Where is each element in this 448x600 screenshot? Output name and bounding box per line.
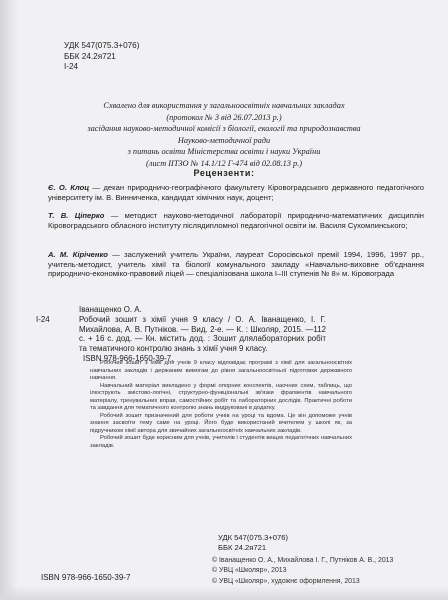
page-shadow-bottom [0,586,448,600]
annotation-paragraph: Робочий зошит призначений для роботи учнів на уроці та вдома. Це він допоможе учнів знання засвоїти тему саме на уроці. Його буде використаний вчителем у школі як, за підручником хімії автора для звичайних загальноосвітніх навчальних закладів. [90,412,352,434]
reviewer-entry [48,211,424,230]
catalog-mark: І-24 [36,314,50,324]
annotation-paragraph: Робочий зошит з хімії для учнів 9 класу відповідає програмі з хімії для загальноосвітніх навчальних закладів і держаним вимогам до рівня загальноосвітньої підготовки державного навчання. [90,360,352,381]
reviewer-description: — декан природничо-географічного факультету Кіровоградського державного педагогічного університету ім. В. Винниченка, кандидат хімічних наук, доцент; [48,183,424,202]
reviewer-name: Т. В. Ціперко [48,211,105,220]
reviewer-entry [48,183,424,202]
approval-line: Схвалено для використання у загальноосвітніх навчальних закладах [103,101,345,110]
catalog-author: Іванащенко О. А. [79,305,142,314]
author-mark: І-24 [64,62,79,71]
reviewer-description: — методист науково-методичної лабораторії природничо-математичних дисциплін Кіровоградського обласного інституту післядипломної педагогічної освіти ім. Василя Сухомлинського; [48,211,425,230]
udk-block-bottom [218,533,288,552]
catalog-record [36,305,416,364]
approval-notice [36,100,412,170]
annotation-paragraph: Навчальний матеріал викладено у формі опорних конспектів, наочних схем, таблиць, що ілюструють змістово-логічні, структурно-функціональні зв'язки фрагментів навчального матеріалу, тренувальних вправ, самостійних робіт та лабораторних дослідів. Практичні роботи та завдання для тематичного контролю знань видруковані в додатку. [90,382,352,411]
reviewer-description: — заслужений учитель України, лауреат Соросівської премії 1994, 1996, 1997 рр., учитель-методист, учитель хімії та біології комунального закладу «Навчально-виховне об'єднання природничо-економіко-правовий ліцей — спеціалізована школа І–ІІІ ступенів № 8» м. Кіровограда [48,250,425,279]
bbk-code: ББК 24.2я721 [64,51,116,61]
copyright-line: © УВЦ «Школяр», художнє оформлення, 2013 [212,577,360,585]
reviewer-name: А. М. Кіріченко [48,250,108,259]
bbk-code: ББК 24.2я721 [218,542,267,552]
approval-line: (лист ІІТЗО № 14.1/12 Г-474 від 02.08.13 р.) [146,158,302,168]
annotation-paragraph: Робочий зошит буде корисним для учнів, учителів і студентів вищих педагогічних навчальних закладів. [90,435,352,449]
copyright-line: © Іванащенко О. А., Михайлова І. Г., Путніков А. В., 2013 [212,557,394,564]
approval-line: Науково-методичної ради [177,135,271,145]
approval-line: засідання науково-методичної комісії з біології, екології та природознавства [87,124,361,134]
udk-code: УДК 547(075.3+076) [218,533,288,542]
udk-code: УДК 547(075.3+076) [64,41,140,50]
copyright-line: © УВЦ «Школяр», 2013 [212,567,287,575]
catalog-description: Робочий зошит з хімії учня 9 класу / О. А. Іванащенко, І. Г. Михайлова, А. В. Путніков. — Вид. 2-е. — К. : Школяр, 2015. —112 с. + 16 с. дод. — Кн. містить дод. : Зошит длялабораторних робіт та тематичного контролю знань з хімії учня 9 класу. [79,314,326,354]
isbn: ISBN 978-966-1650-39-7 [41,573,131,582]
reviewer-name: Є. О. Клоц [48,183,90,192]
reviewer-entry [48,250,424,279]
catalog-isbn: ISBN 978-966-1650-39-7. [83,353,174,363]
approval-line: з питань освіти Міністерства освіти і науки України [127,147,321,157]
page-shadow-left [0,0,18,600]
copyright-block [212,556,393,587]
annotation [90,360,352,450]
reviewers-heading: Рецензенти: [193,168,255,178]
udk-block-top [64,41,139,73]
approval-line: (протокол № 3 від 26.07.2013 р.) [166,112,282,122]
catalog-row [36,315,416,354]
